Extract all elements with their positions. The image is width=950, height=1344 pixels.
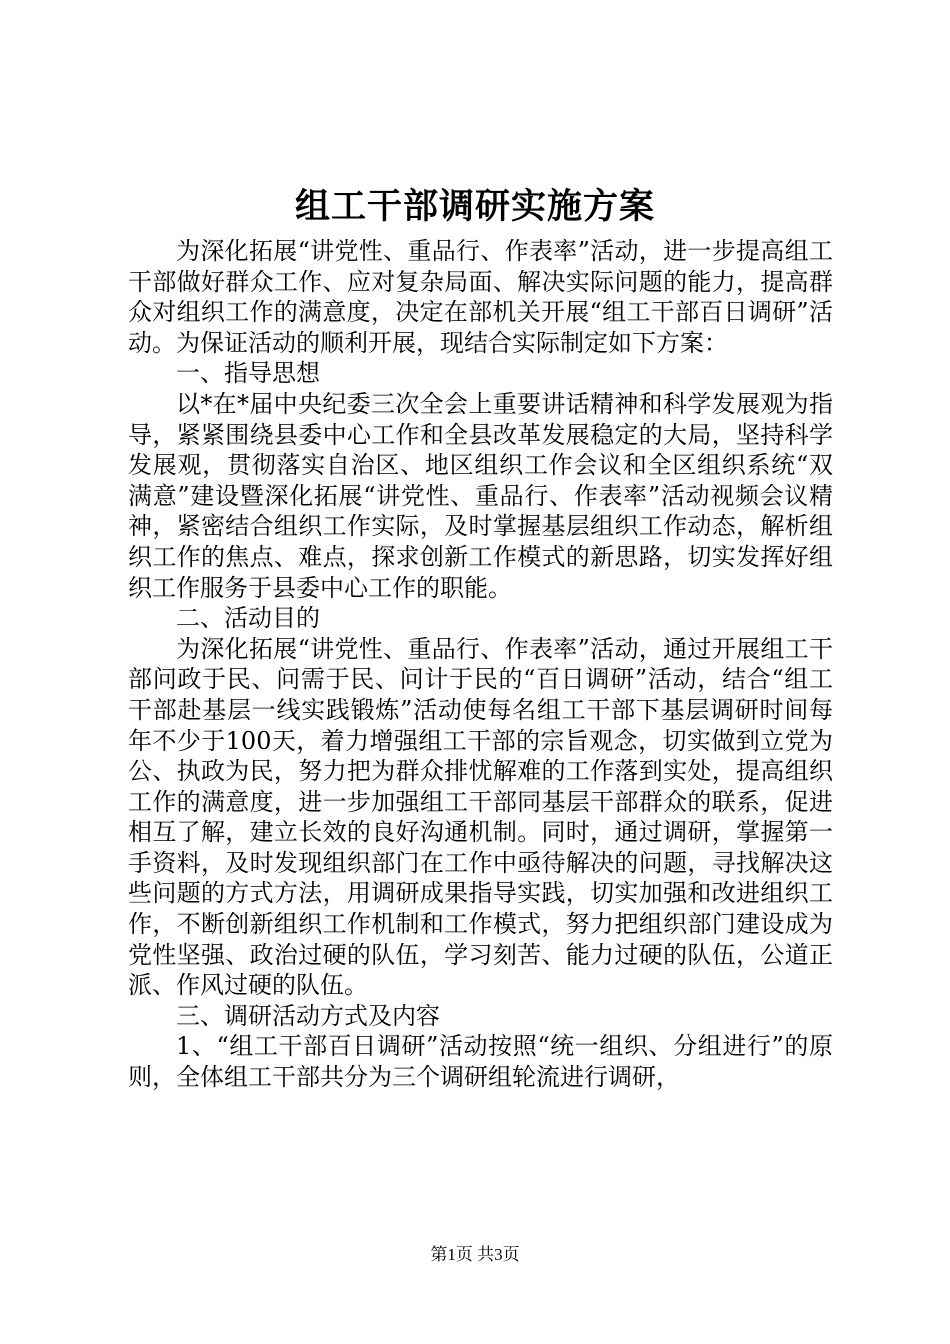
document-title: 组工干部调研实施方案 [294,186,655,227]
intro-paragraph: 为深化拓展“讲党性、重品行、作表率”活动，进一步提高组工干部做好群众工作、应对复杂局面、解决实际问题的能力，提高群众对组织工作的满意度，决定在部机关开展“组工干部百日调研”活动。为保证活动的顺利开展，现结合实际制定如下方案： [128,237,833,357]
section-heading-3: 三、调研活动方式及内容 [176,1001,440,1030]
section-heading-1: 一、指导思想 [176,359,320,388]
page-footer: 第1页 共3页 [430,1245,520,1264]
section-3-paragraph: 1、“组工干部百日调研”活动按照“统一组织、分组进行”的原则，全体组工干部共分为三个调研组轮流进行调研， [128,1032,833,1092]
section-2-paragraph: 为深化拓展“讲党性、重品行、作表率”活动，通过开展组工干部问政于民、问需于民、问计于民的“百日调研”活动，结合“组工干部赴基层一线实践锻炼”活动使每名组工干部下基层调研时间每年不少于100天，着力增强组工干部的宗旨观念，切实做到立党为公、执政为民，努力把为群众排忧解难的工作落到实处，提高组织工作的满意度，进一步加强组工干部同基层干部群众的联系，促进相互了解，建立长效的良好沟通机制。同时，通过调研，掌握第一手资料，及时发现组织部门在工作中亟待解决的问题，寻找解决这些问题的方式方法，用调研成果指导实践，切实加强和改进组织工作，不断创新组织工作机制和工作模式，努力把组织部门建设成为党性坚强、政治过硬的队伍，学习刻苦、能力过硬的队伍，公道正派、作风过硬的队伍。 [128,634,833,1000]
section-1-paragraph: 以*在*届中央纪委三次全会上重要讲话精神和科学发展观为指导，紧紧围绕县委中心工作和全县改革发展稳定的大局，坚持科学发展观，贯彻落实自治区、地区组织工作会议和全区组织系统“双满意”建设暨深化拓展“讲党性、重品行、作表率”活动视频会议精神，紧密结合组织工作实际，及时掌握基层组织工作动态，解析组织工作的焦点、难点，探求创新工作模式的新思路，切实发挥好组织工作服务于县委中心工作的职能。 [128,389,833,602]
document-body [128,236,833,1093]
section-heading-2: 二、活动目的 [176,604,320,633]
